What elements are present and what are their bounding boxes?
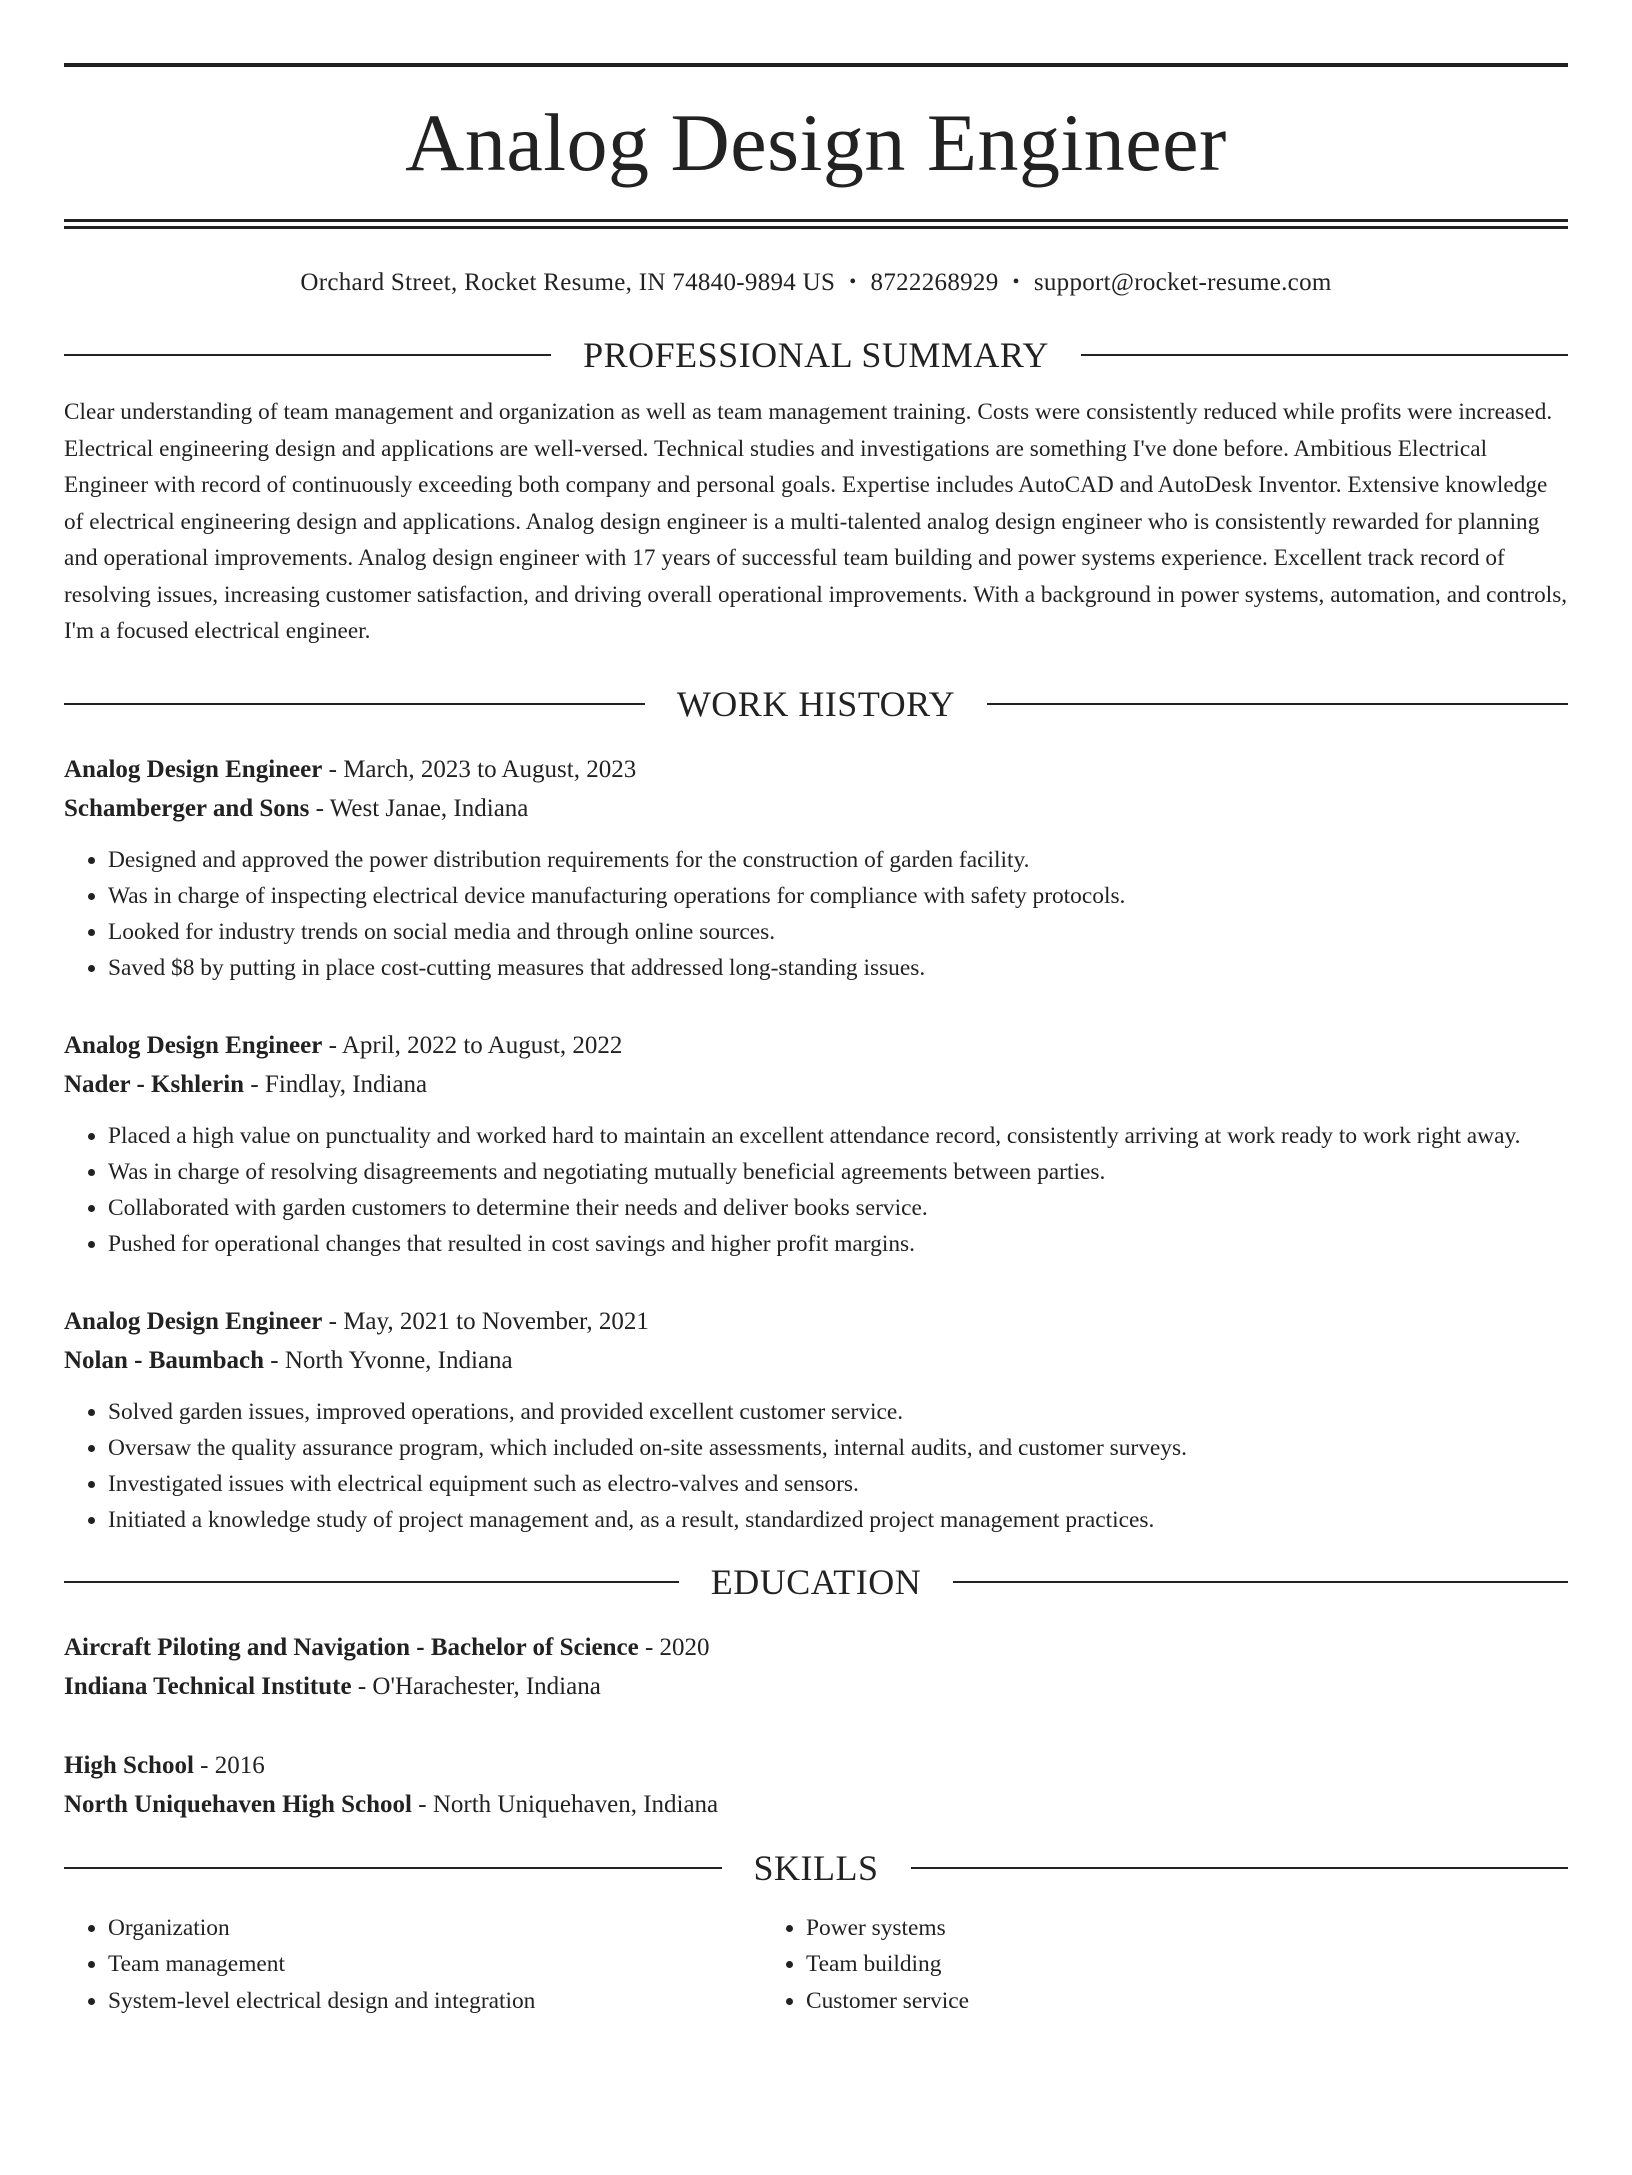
education-degree: High School bbox=[64, 1751, 194, 1779]
education-entry bbox=[64, 1628, 1568, 1706]
job-entry bbox=[64, 1026, 1568, 1262]
list-item: • Investigated issues with electrical equipment such as electro-valves and sensors. bbox=[108, 1466, 1568, 1502]
education-location: O'Harachester, Indiana bbox=[372, 1672, 601, 1700]
list-item: • Customer service bbox=[806, 1983, 1460, 2020]
summary-heading-title: PROFESSIONAL SUMMARY bbox=[583, 335, 1049, 375]
list-item: • Placed a high value on punctuality and worked hard to maintain an excellent attendance record, consistently arriving at work ready to work right away. bbox=[108, 1118, 1568, 1154]
heading-rule-left bbox=[64, 1581, 679, 1583]
header-double-rule bbox=[64, 219, 1568, 229]
contact-phone: 8722268929 bbox=[870, 269, 999, 296]
job-title-row: Analog Design Engineer - March, 2023 to August, 2023 bbox=[64, 755, 637, 783]
list-item: • Oversaw the quality assurance program, which included on-site assessments, internal audits, and customer surveys. bbox=[108, 1430, 1568, 1466]
resume-page bbox=[0, 63, 1632, 2175]
education-degree-row: Aircraft Piloting and Navigation - Bachelor of Science - 2020 bbox=[64, 1633, 710, 1661]
list-item: • Team building bbox=[806, 1946, 1460, 1983]
list-item: • Was in charge of inspecting electrical device manufacturing operations for compliance with safety protocols. bbox=[108, 878, 1568, 914]
heading-rule-right bbox=[953, 1581, 1568, 1583]
job-title-row: Analog Design Engineer - April, 2022 to August, 2022 bbox=[64, 1031, 623, 1059]
job-dates: April, 2022 to August, 2022 bbox=[341, 1031, 623, 1059]
list-item: • System-level electrical design and integration bbox=[108, 1983, 762, 2020]
skills-column-left bbox=[64, 1910, 762, 2020]
list-item: • Looked for industry trends on social media and through online sources. bbox=[108, 914, 1568, 950]
contact-email: support@rocket-resume.com bbox=[1033, 269, 1332, 296]
resume-name: Analog Design Engineer bbox=[405, 97, 1227, 188]
job-company-row: Nader - Kshlerin - Findlay, Indiana bbox=[64, 1070, 428, 1098]
heading-rule-right bbox=[911, 1867, 1569, 1869]
heading-rule-left bbox=[64, 703, 645, 705]
job-title: Analog Design Engineer bbox=[64, 1307, 323, 1335]
job-title-row: Analog Design Engineer - May, 2021 to November, 2021 bbox=[64, 1307, 649, 1335]
job-company: Nolan - Baumbach bbox=[64, 1346, 265, 1374]
education-school-row: Indiana Technical Institute - O'Harachester, Indiana bbox=[64, 1672, 601, 1700]
list-item: • Power systems bbox=[806, 1910, 1460, 1947]
summary-text: Clear understanding of team management and organization as well as team management training. Costs were consistently reduced while profits were increased. Electrical engineering design and applications are well-versed. Technical studies and investigations are something I've done before. Ambitious Electrical Engineer with record of continuously exceeding both company and personal goals. Expertise includes AutoCAD and AutoDesk Inventor. Extensive knowledge of electrical engineering design and applications. Analog design engineer is a multi-talented analog design engineer who is consistently rewarded for planning and operational improvements. Analog design engineer with 17 years of successful team building and power systems experience. Excellent track record of resolving issues, increasing customer satisfaction, and driving overall operational improvements. With a background in power systems, automation, and controls, I'm a focused electrical engineer. bbox=[64, 399, 1568, 644]
education-location: North Uniquehaven, Indiana bbox=[432, 1790, 719, 1818]
heading-rule-left bbox=[64, 354, 551, 356]
list-item: • Team management bbox=[108, 1946, 762, 1983]
job-dates: March, 2023 to August, 2023 bbox=[343, 755, 637, 783]
education-year: 2020 bbox=[659, 1633, 710, 1661]
job-dates: May, 2021 to November, 2021 bbox=[343, 1307, 649, 1335]
list-item: • Pushed for operational changes that resulted in cost savings and higher profit margins. bbox=[108, 1226, 1568, 1262]
job-company: Schamberger and Sons bbox=[64, 794, 310, 822]
job-bullets bbox=[64, 1394, 1568, 1538]
job-bullets bbox=[64, 842, 1568, 986]
heading-rule-left bbox=[64, 1867, 722, 1869]
skills-column-right bbox=[762, 1910, 1460, 2020]
job-location: West Janae, Indiana bbox=[329, 794, 529, 822]
job-bullets bbox=[64, 1118, 1568, 1262]
education-heading-title: EDUCATION bbox=[710, 1561, 922, 1602]
job-entry bbox=[64, 1302, 1568, 1538]
job-company-row: Nolan - Baumbach - North Yvonne, Indiana bbox=[64, 1346, 513, 1374]
job-location: North Yvonne, Indiana bbox=[284, 1346, 513, 1374]
list-item: • Collaborated with garden customers to determine their needs and deliver books service. bbox=[108, 1190, 1568, 1226]
list-item: • Initiated a knowledge study of project management and, as a result, standardized project management practices. bbox=[108, 1502, 1568, 1538]
education-school: Indiana Technical Institute bbox=[64, 1672, 352, 1700]
education-school-row: North Uniquehaven High School - North Uniquehaven, Indiana bbox=[64, 1790, 719, 1818]
education-heading bbox=[64, 1558, 1568, 1606]
education-school: North Uniquehaven High School bbox=[64, 1790, 412, 1818]
heading-rule-right bbox=[1081, 354, 1568, 356]
list-item: • Was in charge of resolving disagreements and negotiating mutually beneficial agreements between parties. bbox=[108, 1154, 1568, 1190]
job-entry bbox=[64, 750, 1568, 986]
skills-heading bbox=[64, 1844, 1568, 1892]
contact-line bbox=[64, 265, 1568, 300]
list-item: • Solved garden issues, improved operations, and provided excellent customer service. bbox=[108, 1394, 1568, 1430]
heading-rule-right bbox=[987, 703, 1568, 705]
list-item: • Saved $8 by putting in place cost-cutting measures that addressed long-standing issues. bbox=[108, 950, 1568, 986]
job-title: Analog Design Engineer bbox=[64, 1031, 323, 1059]
contact-address: Orchard Street, Rocket Resume, IN 74840-9894 US bbox=[300, 269, 836, 296]
work-history-heading bbox=[64, 680, 1568, 728]
contact-separator: • bbox=[1012, 271, 1020, 293]
education-degree: Aircraft Piloting and Navigation - Bachelor of Science bbox=[64, 1633, 639, 1661]
list-item: • Designed and approved the power distribution requirements for the construction of garden facility. bbox=[108, 842, 1568, 878]
list-item: • Organization bbox=[108, 1910, 762, 1947]
education-entry bbox=[64, 1746, 1568, 1824]
contact-separator: • bbox=[849, 271, 857, 293]
skills-list bbox=[64, 1910, 1568, 2020]
job-company-row: Schamberger and Sons - West Janae, Indiana bbox=[64, 794, 529, 822]
skills-heading-title: SKILLS bbox=[753, 1847, 879, 1888]
summary-heading bbox=[64, 331, 1568, 379]
job-location: Findlay, Indiana bbox=[264, 1070, 428, 1098]
education-year: 2016 bbox=[214, 1751, 265, 1779]
job-title: Analog Design Engineer bbox=[64, 755, 323, 783]
work-history-heading-title: WORK HISTORY bbox=[676, 683, 956, 724]
job-company: Nader - Kshlerin bbox=[64, 1070, 245, 1098]
education-degree-row: High School - 2016 bbox=[64, 1751, 265, 1779]
